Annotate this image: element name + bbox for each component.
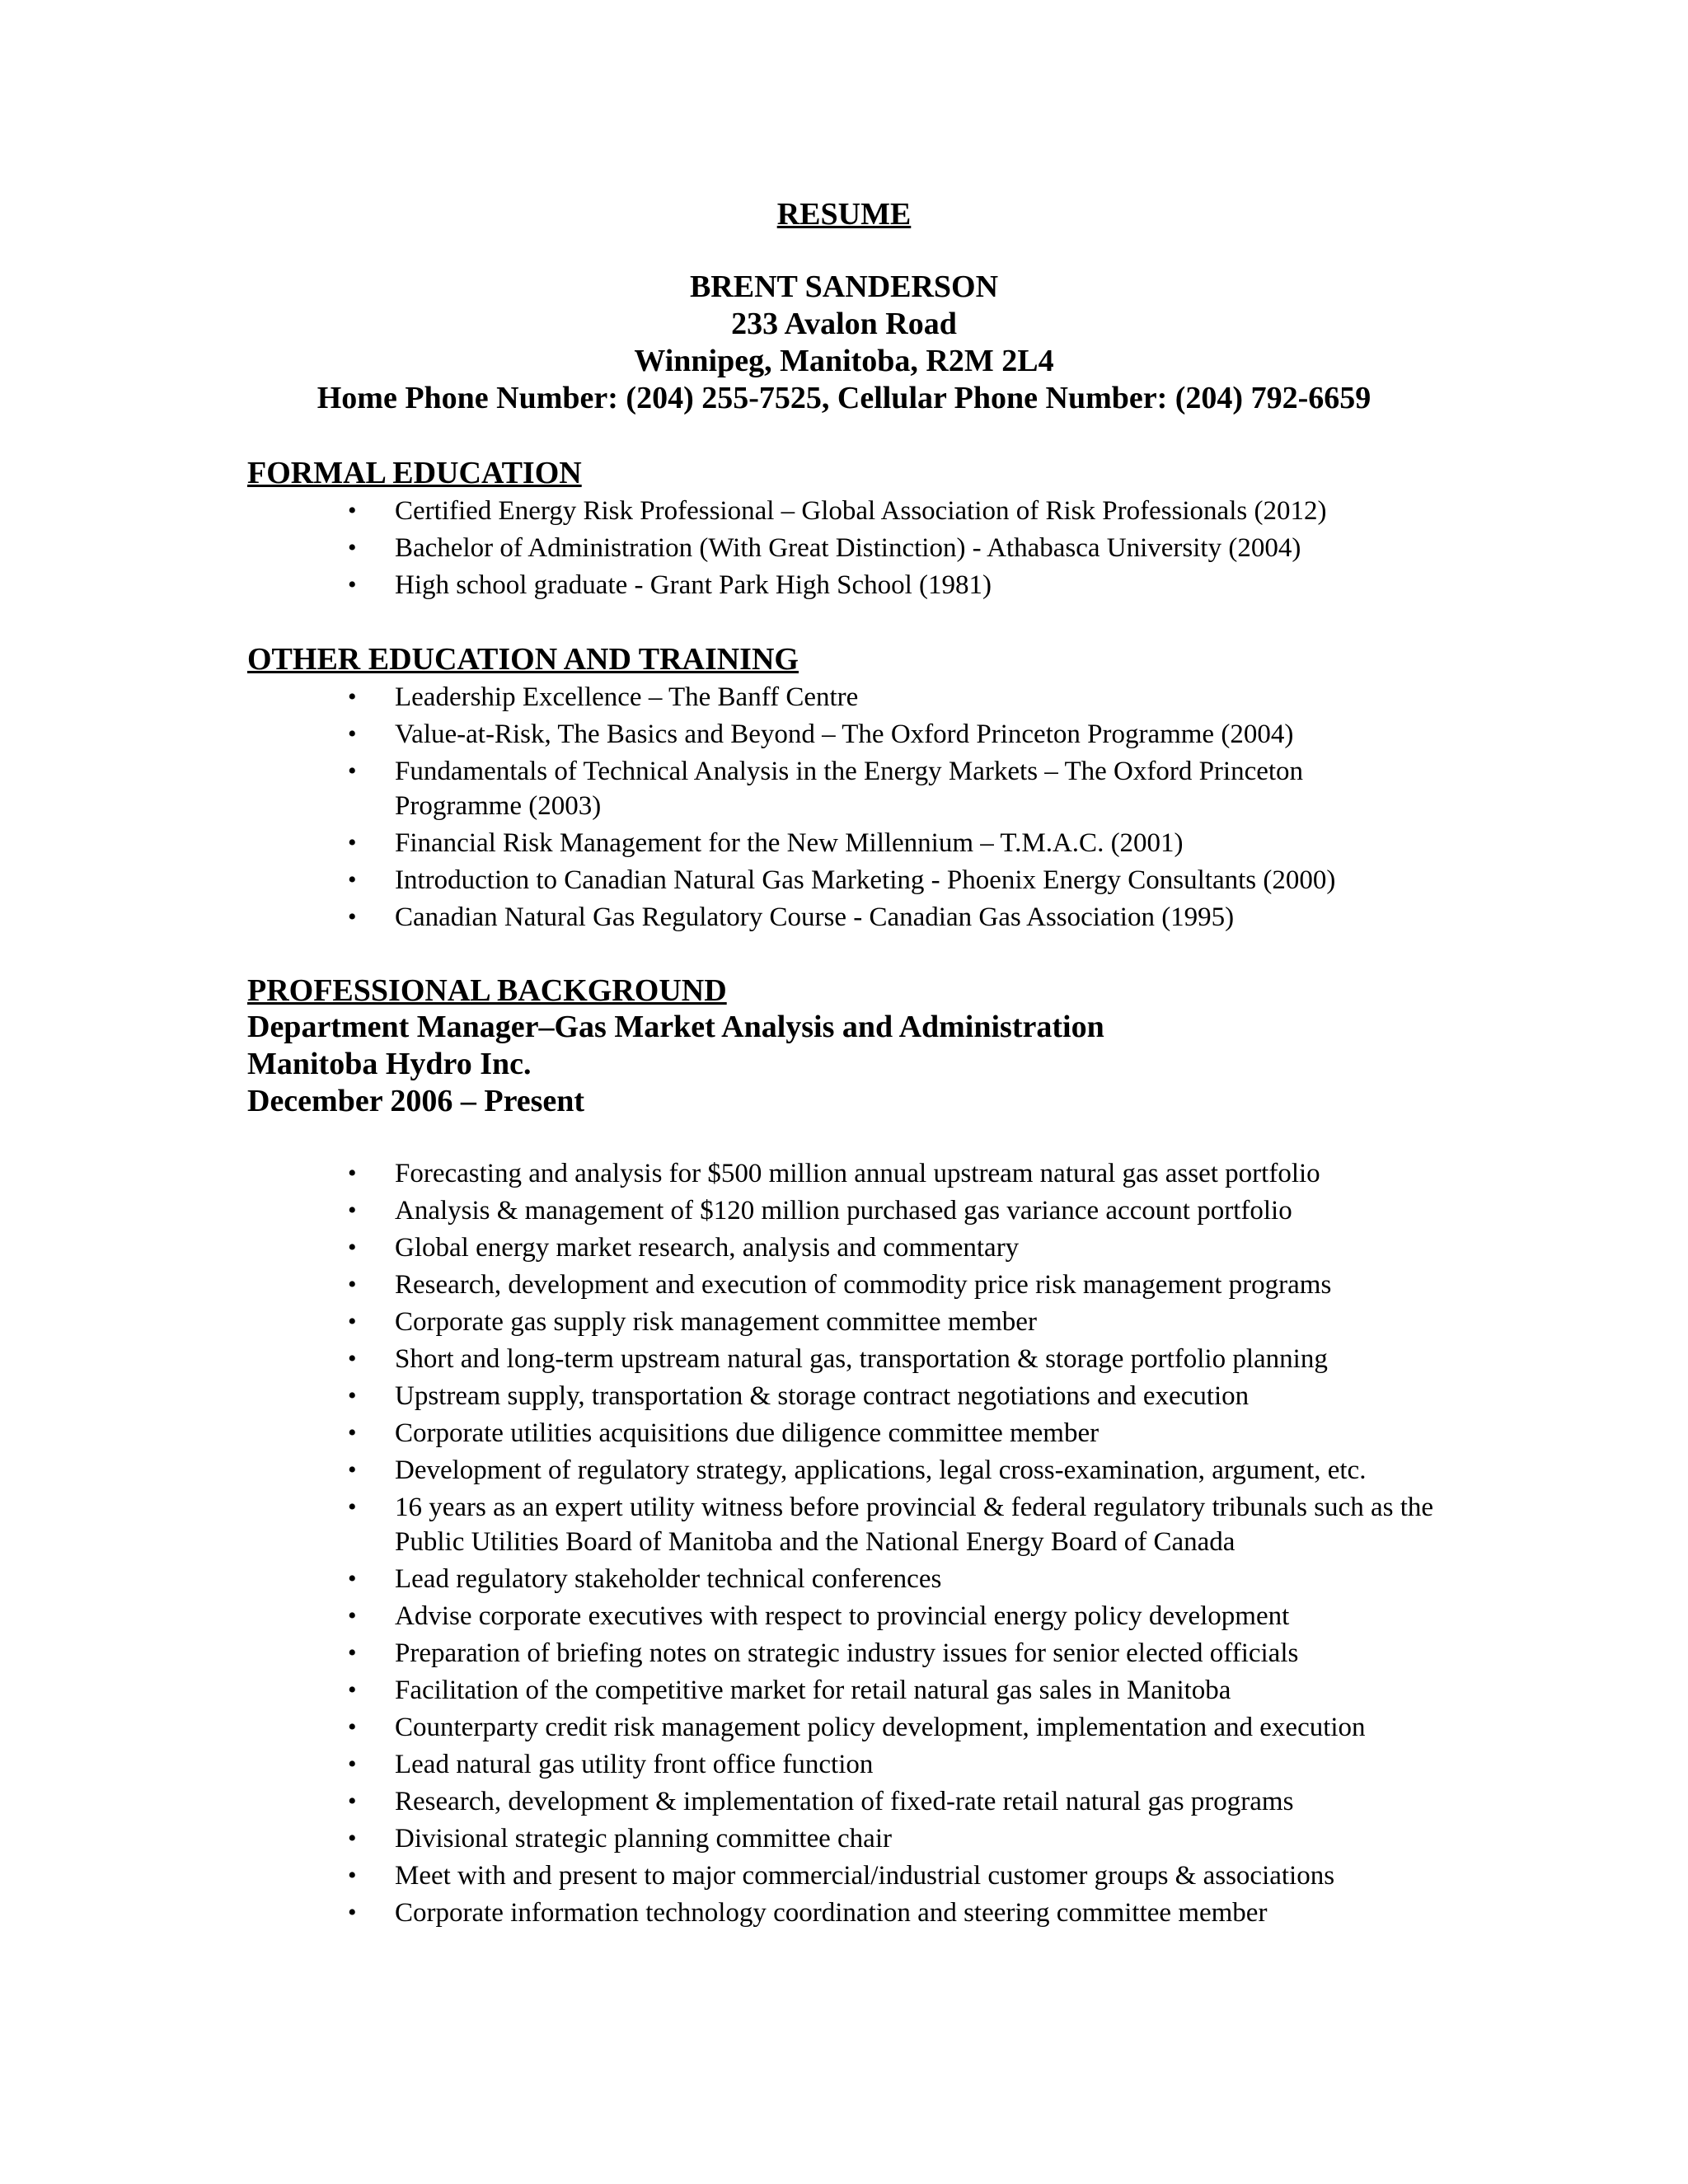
list-item: [247, 1416, 1442, 1451]
company-name: Manitoba Hydro Inc.: [247, 1047, 532, 1081]
list-item-text: Corporate information technology coordination and steering committee member: [395, 1898, 1268, 1928]
list-item-text: Value-at-Risk, The Basics and Beyond – The Oxford Princeton Programme (2004): [395, 719, 1294, 749]
job-duties-list: [247, 1156, 1442, 1930]
list-item-text: Meet with and present to major commercial/industrial customer groups & associations: [395, 1861, 1335, 1891]
list-item-text: Upstream supply, transportation & storage contract negotiations and execution: [395, 1381, 1250, 1411]
list-item-text: Preparation of briefing notes on strategic industry issues for senior elected officials: [395, 1638, 1299, 1668]
bullet-icon: •: [348, 829, 357, 856]
list-item: [247, 1636, 1442, 1671]
list-item: [247, 494, 1442, 528]
bullet-icon: •: [348, 1825, 357, 1852]
document-title: RESUME: [776, 197, 912, 232]
bullet-icon: •: [348, 1750, 357, 1778]
list-item: [247, 1599, 1442, 1633]
phone-numbers: Home Phone Number: (204) 255-7525, Cellular Phone Number: (204) 792-6659: [316, 381, 1372, 415]
list-item-text: Leadership Excellence – The Banff Centre: [395, 682, 859, 712]
list-item-text: Financial Risk Management for the New Millennium – T.M.A.C. (2001): [395, 828, 1184, 858]
list-item-text: Analysis & management of $120 million purchased gas variance account portfolio: [395, 1196, 1292, 1226]
list-item: [247, 1562, 1442, 1596]
list-item: [247, 754, 1442, 823]
list-item-text: Corporate utilities acquisitions due diligence committee member: [395, 1418, 1100, 1448]
list-item-text: Certified Energy Risk Professional – Global Association of Risk Professionals (2012): [395, 496, 1327, 526]
list-item-text: Counterparty credit risk management policy development, implementation and execution: [395, 1713, 1366, 1742]
list-item: [247, 680, 1442, 715]
list-item-text: Facilitation of the competitive market for retail natural gas sales in Manitoba: [395, 1675, 1231, 1705]
bullet-icon: •: [348, 1345, 357, 1372]
list-item: [247, 1193, 1442, 1228]
list-item-text: Bachelor of Administration (With Great Distinction) - Athabasca University (2004): [395, 533, 1301, 563]
bullet-icon: •: [348, 1197, 357, 1224]
list-item: [247, 568, 1442, 602]
bullet-icon: •: [348, 757, 357, 785]
list-item: [247, 1156, 1442, 1191]
bullet-icon: •: [348, 1308, 357, 1335]
other-education-section: [247, 641, 1442, 937]
bullet-icon: •: [348, 1271, 357, 1298]
list-item-text: Research, development & implementation of fixed-rate retail natural gas programs: [395, 1787, 1294, 1816]
section-heading-other-education: OTHER EDUCATION AND TRAINING: [247, 642, 799, 677]
list-item: [247, 1230, 1442, 1265]
list-item: [247, 1453, 1442, 1488]
list-item: [247, 863, 1442, 898]
bullet-icon: •: [348, 1565, 357, 1592]
bullet-icon: •: [348, 1788, 357, 1815]
address-street: 233 Avalon Road: [731, 307, 957, 341]
bullet-icon: •: [348, 903, 357, 930]
list-item-text: Research, development and execution of commodity price risk management programs: [395, 1270, 1332, 1300]
contact-header: [0, 269, 1688, 417]
other-education-list: [247, 680, 1442, 935]
bullet-icon: •: [348, 1676, 357, 1704]
list-item-text: High school graduate - Grant Park High School (1981): [395, 570, 992, 600]
list-item: [247, 1268, 1442, 1302]
list-item-text: Lead natural gas utility front office function: [395, 1750, 874, 1779]
bullet-icon: •: [348, 1899, 357, 1926]
bullet-icon: •: [348, 683, 357, 710]
bullet-icon: •: [348, 1493, 357, 1521]
bullet-icon: •: [348, 866, 357, 893]
list-item: [247, 1490, 1442, 1559]
bullet-icon: •: [348, 1639, 357, 1666]
bullet-icon: •: [348, 571, 357, 598]
section-heading-professional-background: PROFESSIONAL BACKGROUND: [247, 973, 727, 1008]
bullet-icon: •: [348, 720, 357, 748]
list-item: [247, 1747, 1442, 1782]
list-item-text: Divisional strategic planning committee chair: [395, 1824, 892, 1854]
list-item: [247, 900, 1442, 935]
bullet-icon: •: [348, 1602, 357, 1629]
bullet-icon: •: [348, 1160, 357, 1187]
job-title: Department Manager–Gas Market Analysis and Administration: [247, 1010, 1104, 1044]
list-item: [247, 1896, 1442, 1930]
list-item-text: Short and long-term upstream natural gas, transportation & storage portfolio planning: [395, 1344, 1328, 1374]
bullet-icon: •: [348, 1456, 357, 1483]
address-city: Winnipeg, Manitoba, R2M 2L4: [634, 344, 1054, 378]
list-item: [247, 1342, 1442, 1376]
list-item: [247, 1858, 1442, 1893]
bullet-icon: •: [348, 534, 357, 561]
list-item-text: Development of regulatory strategy, applications, legal cross-examination, argument, etc.: [395, 1455, 1367, 1485]
list-item-text: Forecasting and analysis for $500 million annual upstream natural gas asset portfolio: [395, 1159, 1320, 1188]
bullet-icon: •: [348, 497, 357, 524]
candidate-name: BRENT SANDERSON: [689, 269, 999, 304]
list-item-text: Corporate gas supply risk management committee member: [395, 1307, 1037, 1337]
bullet-icon: •: [348, 1234, 357, 1261]
list-item: [247, 531, 1442, 565]
list-item: [247, 1784, 1442, 1819]
bullet-icon: •: [348, 1419, 357, 1446]
employment-dates: December 2006 – Present: [247, 1084, 585, 1118]
professional-background-section: [247, 972, 1442, 1933]
list-item: [247, 1673, 1442, 1708]
list-item: [247, 1379, 1442, 1413]
list-item-text: Global energy market research, analysis and commentary: [395, 1233, 1020, 1263]
formal-education-section: [247, 455, 1442, 605]
list-item: [247, 1821, 1442, 1856]
bullet-icon: •: [348, 1382, 357, 1409]
bullet-icon: •: [348, 1713, 357, 1741]
list-item-text: Canadian Natural Gas Regulatory Course - Canadian Gas Association (1995): [395, 902, 1235, 932]
list-item-text: Fundamentals of Technical Analysis in the Energy Markets – The Oxford Princeton Programme (2003): [395, 757, 1304, 821]
list-item-text: Lead regulatory stakeholder technical conferences: [395, 1564, 942, 1594]
list-item: [247, 717, 1442, 752]
bullet-icon: •: [348, 1862, 357, 1889]
list-item: [247, 826, 1442, 860]
list-item: [247, 1710, 1442, 1745]
list-item-text: 16 years as an expert utility witness before provincial & federal regulatory tribunals such as the Public Utilities Board of Manitoba and the National Energy Board of Canada: [395, 1493, 1434, 1557]
list-item-text: Introduction to Canadian Natural Gas Marketing - Phoenix Energy Consultants (2000): [395, 865, 1336, 895]
list-item: [247, 1305, 1442, 1339]
formal-education-list: [247, 494, 1442, 602]
list-item-text: Advise corporate executives with respect to provincial energy policy development: [395, 1601, 1290, 1631]
section-heading-formal-education: FORMAL EDUCATION: [247, 456, 582, 490]
